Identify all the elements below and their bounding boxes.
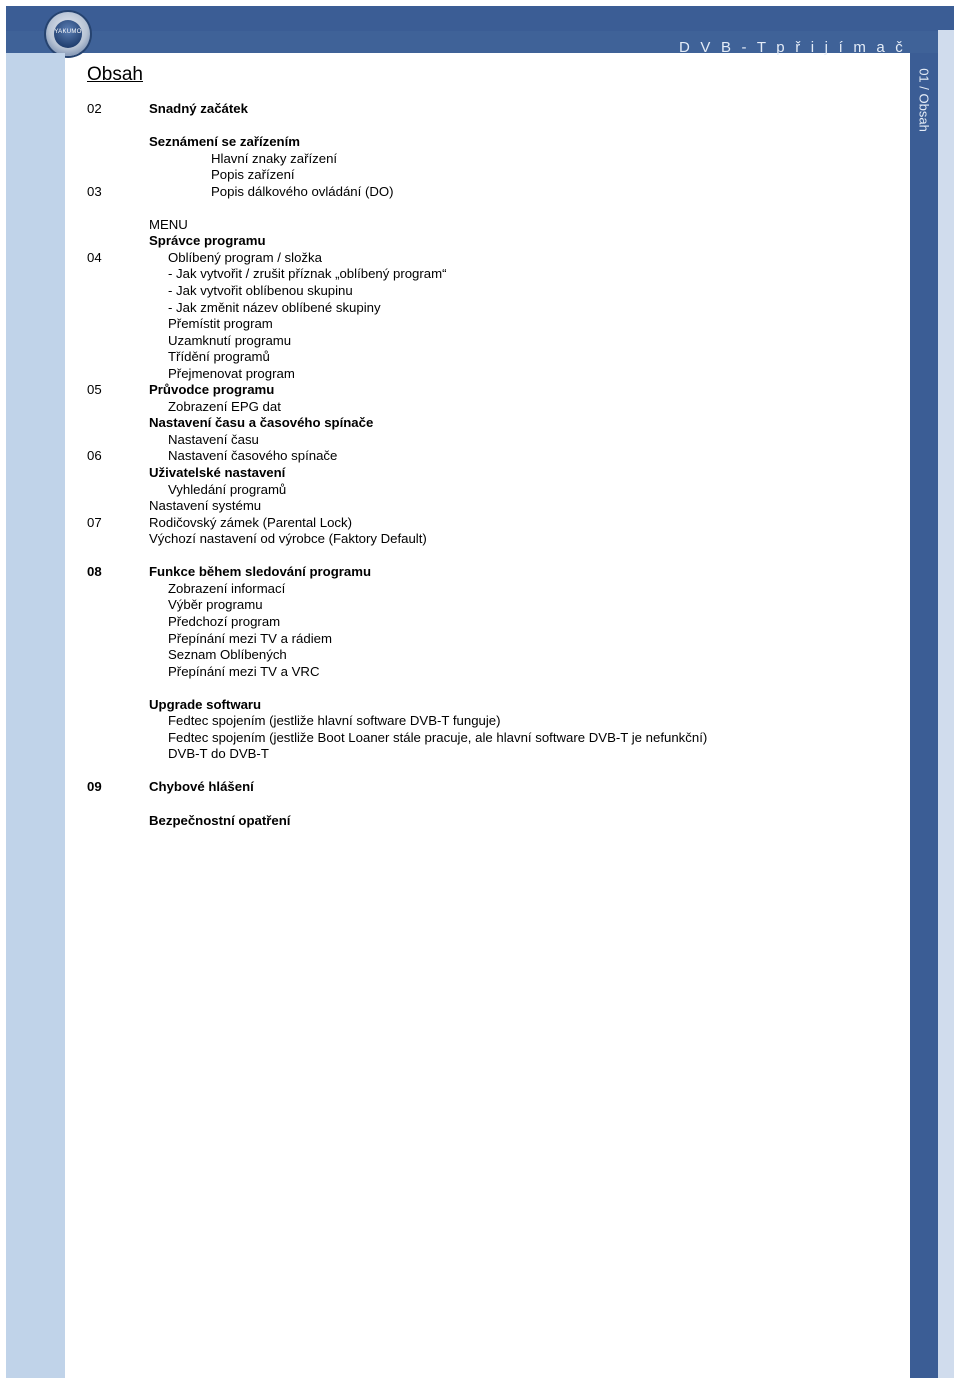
toc-entry-text: Přepínání mezi TV a VRC (168, 663, 320, 679)
toc-entry-text: Přepínání mezi TV a rádiem (168, 630, 332, 646)
toc-entry-text: Bezpečnostní opatření (149, 812, 291, 828)
toc-row (87, 200, 887, 217)
toc-row (87, 548, 887, 565)
toc-row (87, 217, 887, 234)
toc-row (87, 680, 887, 697)
toc-page-number: 08 (87, 564, 102, 580)
toc-entry-text: Oblíbený program / složka (168, 249, 322, 265)
toc-page-number: 02 (87, 101, 102, 116)
toc-entry-text: Hlavní znaky zařízení (211, 150, 338, 166)
toc-row (87, 465, 887, 482)
toc-entry-text: Popis dálkového ovládání (DO) (211, 183, 394, 199)
toc-entry-text: Správce programu (149, 233, 266, 249)
toc-entry-text: Fedtec spojením (jestliže Boot Loaner stále pracuje, ale hlavní software DVB-T je nefunkční) (168, 729, 708, 745)
header-bar (6, 6, 954, 56)
toc-entry-text: Upgrade softwaru (149, 696, 262, 712)
toc-entry-text: Přemístit program (168, 316, 273, 332)
toc-entry-text: Třídění programů (168, 349, 270, 365)
toc-row (87, 581, 887, 598)
toc-entry-text: MENU (149, 216, 188, 232)
toc-entry-text: Fedtec spojením (jestliže hlavní software DVB-T funguje) (168, 713, 501, 729)
header-tagline: D V B - T p ř i j í m a č (679, 39, 906, 56)
toc-row (87, 333, 887, 350)
toc-row (87, 382, 887, 399)
toc-entry-text: Funkce během sledování programu (149, 564, 372, 580)
toc-entry-text: Rodičovský zámek (Parental Lock) (149, 514, 353, 530)
toc-entry-text: Nastavení času a časového spínače (149, 415, 374, 431)
toc-entry-text: Nastavení času (168, 431, 259, 447)
toc-row (87, 614, 887, 631)
right-side-bar (910, 53, 938, 1378)
toc-row (87, 531, 887, 548)
toc-row (87, 763, 887, 780)
toc-row (87, 647, 887, 664)
toc-entry-text: Seznam Oblíbených (168, 647, 287, 663)
toc-entry-text: - Jak vytvořit / zrušit příznak „oblíbený program“ (168, 266, 447, 282)
toc-row (87, 697, 887, 714)
toc-row (87, 366, 887, 383)
left-margin-band (6, 53, 65, 1378)
side-section-label: 01 / Obsah (916, 68, 932, 132)
toc-entry-text: Výběr programu (168, 597, 263, 613)
toc-row (87, 134, 887, 151)
toc-row (87, 597, 887, 614)
toc-entry-text: - Jak vytvořit oblíbenou skupinu (168, 283, 353, 299)
toc-row (87, 564, 887, 581)
toc-entry-text: Přejmenovat program (168, 365, 295, 381)
toc-row (87, 101, 887, 118)
brand-logo-icon (46, 12, 90, 56)
toc-row (87, 813, 887, 830)
right-edge-band (938, 30, 954, 1378)
toc-row (87, 631, 887, 648)
toc-page-number: 03 (87, 183, 102, 199)
toc-entry-text: Nastavení časového spínače (168, 448, 338, 464)
toc-entry-text: Zobrazení informací (168, 580, 286, 596)
toc-row (87, 779, 887, 796)
toc-row (87, 796, 887, 813)
toc-row (87, 746, 887, 763)
toc-entry-text: - Jak změnit název oblíbené skupiny (168, 299, 381, 315)
toc-entry-text: Výchozí nastavení od výrobce (Faktory Default) (149, 531, 427, 547)
toc-page-number: 06 (87, 448, 102, 464)
toc-row (87, 349, 887, 366)
toc-entry-text: Uzamknutí programu (168, 332, 292, 348)
toc-row (87, 300, 887, 317)
toc-row (87, 482, 887, 499)
toc-entry-text: Chybové hlášení (149, 779, 254, 795)
logo-text: YAKUMO (54, 29, 82, 35)
toc-row (87, 184, 887, 201)
toc-entry-text: Vyhledání programů (168, 481, 287, 497)
toc-row (87, 283, 887, 300)
toc-row (87, 118, 887, 135)
toc-row (87, 730, 887, 747)
toc-entry-text: Zobrazení EPG dat (168, 398, 281, 414)
toc-entry-text: Popis zařízení (211, 167, 295, 183)
toc-page-number: 09 (87, 779, 102, 795)
toc-row (87, 399, 887, 416)
toc-row (87, 432, 887, 449)
toc-row (87, 167, 887, 184)
header-strip (6, 6, 954, 31)
toc-row (87, 448, 887, 465)
toc-row (87, 664, 887, 681)
toc-entry-text: DVB-T do DVB-T (168, 746, 269, 762)
toc-page-number: 04 (87, 249, 102, 265)
toc-entry-text: Snadný začátek (149, 101, 248, 116)
toc-row (87, 151, 887, 168)
toc-page-number: 05 (87, 382, 102, 398)
toc-entry-text: Seznámení se zařízením (149, 134, 300, 150)
toc-row (87, 233, 887, 250)
toc-row (87, 415, 887, 432)
toc-row (87, 515, 887, 532)
page-title: Obsah (87, 64, 143, 85)
toc-row (87, 266, 887, 283)
toc-entry-text: Nastavení systému (149, 498, 262, 514)
toc-entry-text: Průvodce programu (149, 382, 275, 398)
toc-row (87, 250, 887, 267)
toc-row (87, 498, 887, 515)
toc-page-number: 07 (87, 514, 102, 530)
toc-entry-text: Uživatelské nastavení (149, 465, 286, 481)
toc-row (87, 713, 887, 730)
toc-entry-text: Předchozí program (168, 613, 281, 629)
toc-row (87, 316, 887, 333)
table-of-contents (87, 101, 887, 829)
